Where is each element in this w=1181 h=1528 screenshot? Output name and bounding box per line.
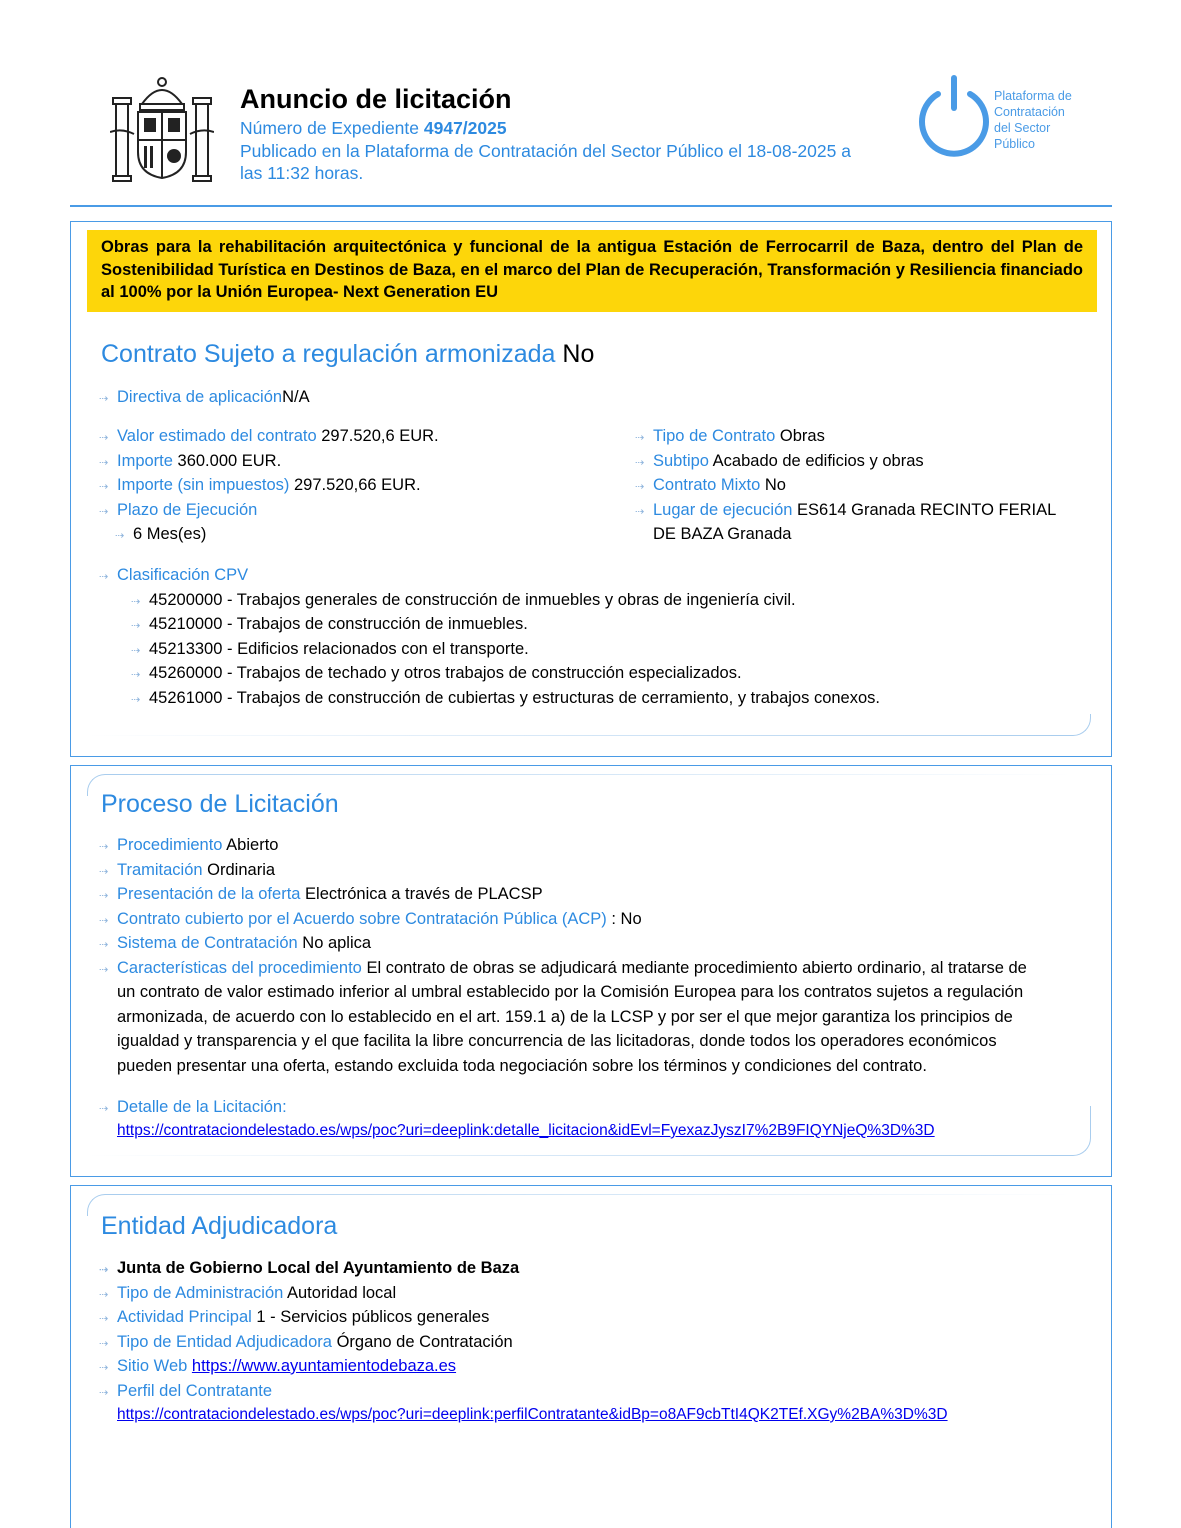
importe-sin-value: 297.520,66 EUR. (293, 476, 421, 494)
spain-coat-of-arms-icon (110, 74, 214, 184)
arrow-icon: ⇢ (99, 481, 108, 493)
procedimiento-label: Procedimiento (117, 836, 223, 854)
tipo-entidad-row (99, 1330, 513, 1357)
acp-label: Contrato cubierto por el Acuerdo sobre Contratación Pública (ACP) (117, 910, 607, 928)
cpv-item (131, 612, 528, 639)
caracteristicas-text: un contrato de valor estimado inferior al umbral establecido por la Comisión Europea para los contratos sujetos a regulación (117, 983, 1024, 1001)
arrow-icon: ⇢ (131, 645, 140, 657)
decorative-line (111, 1194, 1071, 1195)
detalle-label: Detalle de la Licitación: (117, 1098, 287, 1116)
cpv-item-text: 45210000 - Trabajos de construcción de inmuebles. (149, 615, 528, 633)
tramitacion-row (99, 858, 275, 885)
harmonized-regulation-heading (101, 340, 594, 369)
expediente-line (240, 118, 507, 139)
cpv-label: Clasificación CPV (117, 566, 249, 584)
lugar-value-line-1: ES614 Granada RECINTO FERIAL (797, 501, 1057, 519)
published-line-2: las 11:32 horas. (240, 163, 364, 183)
page-header (70, 60, 1112, 207)
directiva-value: N/A (282, 388, 310, 406)
arrow-icon: ⇢ (635, 457, 644, 469)
proceso-panel (70, 765, 1112, 1177)
sistema-row (99, 931, 371, 958)
heading-value: No (562, 340, 595, 368)
actividad-value: 1 - Servicios públicos generales (256, 1308, 490, 1326)
arrow-icon: ⇢ (99, 1264, 108, 1276)
caracteristicas-text: pueden presentar una oferta, estando excluida toda negociación sobre los términos y condiciones del contrato. (117, 1057, 927, 1075)
detalle-link[interactable]: https://contrataciondelestado.es/wps/poc?uri=deeplink:detalle_licitacion&idEvl=FyexazJyszI7%2B9FIQYNjeQ%3D%3D (117, 1122, 935, 1139)
cpv-row (99, 563, 248, 590)
plazo-value: 6 Mes(es) (133, 525, 207, 543)
subtipo-row (635, 449, 924, 476)
arrow-icon: ⇢ (99, 506, 108, 518)
tipo-admin-value: Autoridad local (287, 1284, 397, 1302)
cpv-item (131, 637, 529, 664)
arrow-icon: ⇢ (635, 481, 644, 493)
perfil-label: Perfil del Contratante (117, 1382, 273, 1400)
procedimiento-value: Abierto (226, 836, 279, 854)
perfil-link[interactable]: https://contrataciondelestado.es/wps/poc?uri=deeplink:perfilContratante&idBp=o8AF9cbTtI4QK2TEf.XGy%2BA%3D%3D (117, 1406, 948, 1423)
tipo-row (635, 424, 825, 451)
plazo-label: Plazo de Ejecución (117, 501, 258, 519)
arrow-icon: ⇢ (131, 620, 140, 632)
arrow-icon: ⇢ (99, 457, 108, 469)
platform-logo-text (994, 88, 1104, 152)
tramitacion-label: Tramitación (117, 861, 203, 879)
valor-row (99, 424, 439, 451)
importe-sin-row (99, 473, 421, 500)
mixto-value: No (764, 476, 786, 494)
importe-value: 360.000 EUR. (177, 452, 282, 470)
subtipo-value: Acabado de edificios y obras (712, 452, 924, 470)
decorative-line (87, 1155, 1067, 1156)
arrow-icon: ⇢ (131, 596, 140, 608)
tipo-label: Tipo de Contrato (653, 427, 776, 445)
logo-text-line: del Sector (994, 121, 1051, 135)
cpv-item (131, 661, 742, 688)
acp-row (99, 907, 642, 934)
perfil-row (99, 1379, 272, 1406)
caracteristicas-text: igualdad y transparencia y el que facilita la libre concurrencia de las licitadoras, donde todos los operadores económicos (117, 1032, 997, 1050)
arrow-icon: ⇢ (131, 669, 140, 681)
caracteristicas-label: Características del procedimiento (117, 959, 362, 977)
tipo-entidad-value: Órgano de Contratación (336, 1333, 513, 1351)
arrow-icon: ⇢ (99, 1103, 108, 1115)
cpv-item-text: 45260000 - Trabajos de techado y otros trabajos de construcción especializados. (149, 664, 742, 682)
importe-sin-label: Importe (sin impuestos) (117, 476, 290, 494)
arrow-icon: ⇢ (99, 1289, 108, 1301)
actividad-label: Actividad Principal (117, 1308, 252, 1326)
directiva-label: Directiva de aplicación (117, 388, 283, 406)
entidad-panel (70, 1185, 1112, 1528)
presentacion-label: Presentación de la oferta (117, 885, 301, 903)
expediente-number: 4947/2025 (423, 118, 507, 138)
subtipo-label: Subtipo (653, 452, 709, 470)
presentacion-value: Electrónica a través de PLACSP (305, 885, 543, 903)
contract-panel (70, 221, 1112, 757)
caracteristicas-row (99, 956, 1027, 983)
logo-text-line: Público (994, 137, 1035, 151)
caracteristicas-text: armonizada, de acuerdo con lo establecido en el art. 159.1 a) de la LCSP y por ser el que mejor garantiza los principios de (117, 1008, 1013, 1026)
arrow-icon: ⇢ (99, 964, 108, 976)
decorative-corner (1051, 714, 1091, 736)
entidad-name: Junta de Gobierno Local del Ayuntamiento de Baza (117, 1259, 520, 1277)
cpv-item-text: 45200000 - Trabajos generales de construcción de inmuebles y obras de ingeniería civil. (149, 591, 796, 609)
contract-object-title: Obras para la rehabilitación arquitectónica y funcional de la antigua Estación de Ferrocarril de Baza, dentro del Plan de Sostenibilidad Turística en Destinos de Baza, en el marco del Plan de Recuperación, Transformación y Resiliencia financiado al 100% por la Unión Europea- Next Generation EU (87, 230, 1097, 312)
sitio-web-link[interactable]: https://www.ayuntamientodebaza.es (191, 1357, 457, 1375)
arrow-icon: ⇢ (115, 530, 124, 542)
published-info (240, 140, 920, 184)
entidad-heading: Entidad Adjudicadora (101, 1212, 338, 1240)
tipo-admin-row (99, 1281, 396, 1308)
mixto-label: Contrato Mixto (653, 476, 761, 494)
arrow-icon: ⇢ (99, 890, 108, 902)
arrow-icon: ⇢ (99, 432, 108, 444)
arrow-icon: ⇢ (635, 432, 644, 444)
plazo-row (99, 498, 257, 525)
sitio-web-row (99, 1354, 456, 1381)
importe-row (99, 449, 281, 476)
proceso-heading: Proceso de Licitación (101, 790, 339, 818)
decorative-corner (1051, 1106, 1091, 1156)
tipo-admin-label: Tipo de Administración (117, 1284, 284, 1302)
tipo-entidad-label: Tipo de Entidad Adjudicadora (117, 1333, 332, 1351)
sistema-label: Sistema de Contratación (117, 934, 298, 952)
arrow-icon: ⇢ (99, 1338, 108, 1350)
tramitacion-value: Ordinaria (207, 861, 276, 879)
arrow-icon: ⇢ (131, 694, 140, 706)
arrow-icon: ⇢ (99, 1387, 108, 1399)
cpv-item-text: 45261000 - Trabajos de construcción de cubiertas y estructuras de cerramiento, y trabajos conexos. (149, 689, 880, 707)
lugar-label: Lugar de ejecución (653, 501, 793, 519)
arrow-icon: ⇢ (99, 939, 108, 951)
tipo-value: Obras (779, 427, 825, 445)
cpv-item (131, 686, 880, 713)
entidad-name-row (99, 1256, 519, 1283)
decorative-line (111, 774, 1071, 775)
logo-text-line: Contratación (994, 105, 1065, 119)
presentacion-row (99, 882, 543, 909)
arrow-icon: ⇢ (99, 1362, 108, 1374)
procedimiento-row (99, 833, 278, 860)
detalle-row (99, 1095, 287, 1122)
plazo-value-row (115, 522, 206, 549)
arrow-icon: ⇢ (99, 393, 108, 405)
valor-label: Valor estimado del contrato (117, 427, 317, 445)
arrow-icon: ⇢ (99, 841, 108, 853)
arrow-icon: ⇢ (99, 571, 108, 583)
cpv-item-text: 45213300 - Edificios relacionados con el transporte. (149, 640, 529, 658)
arrow-icon: ⇢ (99, 915, 108, 927)
lugar-value-line-2: DE BAZA Granada (653, 525, 792, 543)
sitio-web-label: Sitio Web (117, 1357, 188, 1375)
actividad-row (99, 1305, 489, 1332)
sistema-value: No aplica (302, 934, 372, 952)
arrow-icon: ⇢ (635, 506, 644, 518)
heading-label: Contrato Sujeto a regulación armonizada (101, 340, 556, 368)
valor-value: 297.520,6 EUR. (321, 427, 439, 445)
decorative-line (87, 735, 1067, 736)
arrow-icon: ⇢ (99, 1313, 108, 1325)
lugar-row (635, 498, 1056, 525)
page-title: Anuncio de licitación (240, 84, 512, 114)
acp-value: : No (611, 910, 642, 928)
caracteristicas-text: El contrato de obras se adjudicará mediante procedimiento abierto ordinario, al tratarse de (366, 959, 1027, 977)
published-line-1: Publicado en la Plataforma de Contratación del Sector Público el 18-08-2025 a (240, 141, 851, 161)
arrow-icon: ⇢ (99, 866, 108, 878)
logo-text-line: Plataforma de (994, 89, 1072, 103)
cpv-item (131, 588, 796, 615)
mixto-row (635, 473, 786, 500)
directiva-row (99, 385, 310, 412)
expediente-label: Número de Expediente (240, 118, 419, 138)
importe-label: Importe (117, 452, 173, 470)
